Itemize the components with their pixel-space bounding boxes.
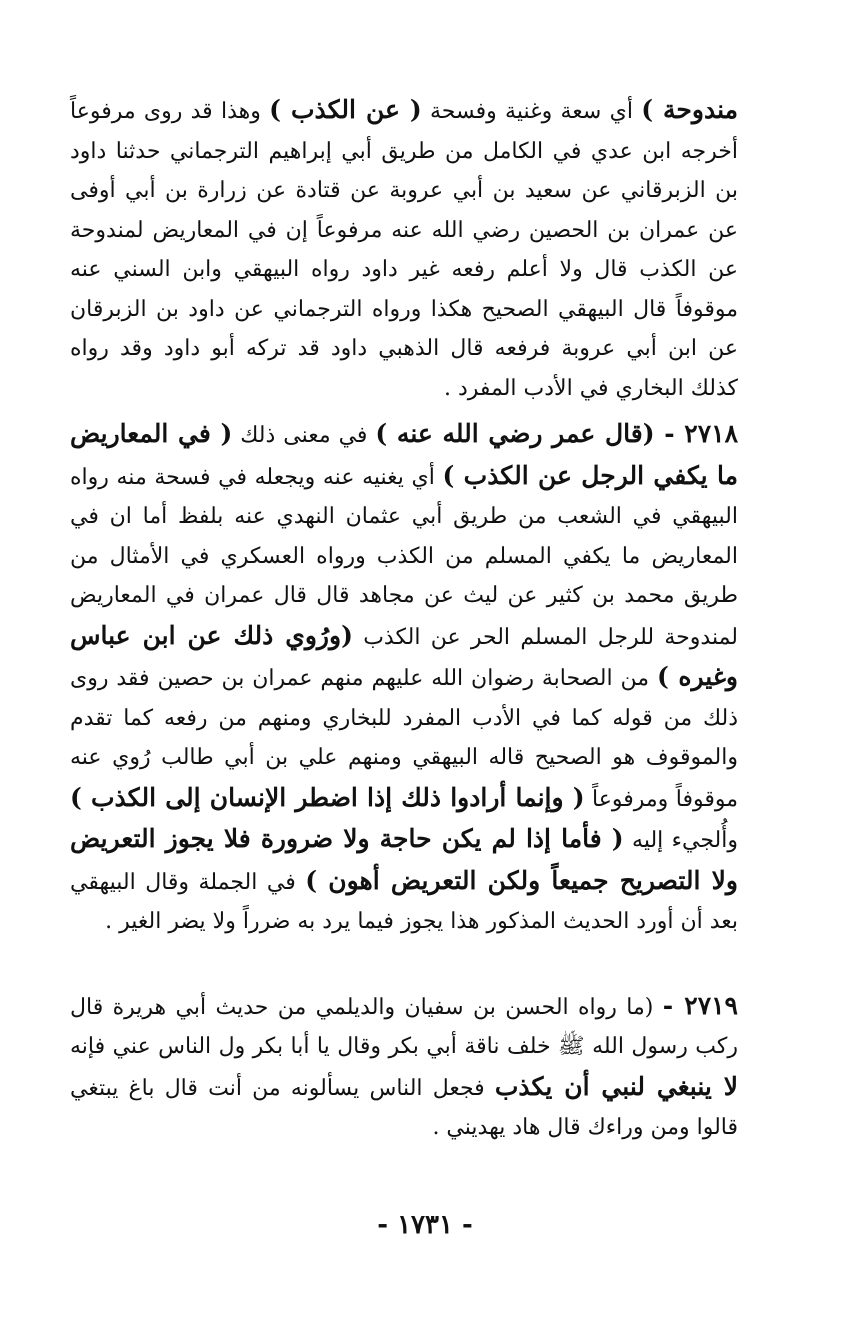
text-regular: وهذا قد روى مرفوعاً أخرجه ابن عدي في الكامل من طريق أبي إبراهيم الترجماني حدثنا داود بن الزبرقاني عن سعيد بن أبي عروبة عن قتادة عن زرارة بن أبي أوفى عن عمران بن الحصين رضي الله عنه مرفوعاً إن في المعاريض لمندوحة عن الكذب قال ولا أعلم رفعه غير داود رواه البيهقي وابن السني عنه موقوفاً قال البيهقي الصحيح هكذا ورواه الترجماني عن داود بن الزبرقان عن ابن أبي عروبة فرفعه قال الذهبي داود قد تركه أبو داود وقد رواه كذلك البخاري في الأدب المفرد . xyxy=(70,99,738,401)
paragraph-1 xyxy=(70,90,738,408)
text-bold: (ورُوي ذلك عن ابن عباس وغيره ) xyxy=(70,620,738,691)
paragraph-2719 xyxy=(70,986,738,1148)
text-bold: لا ينبغي لنبي أن يكذب xyxy=(494,1071,738,1101)
text-bold: مندوحة ) xyxy=(641,95,738,124)
page-body xyxy=(70,90,738,1148)
text-regular: في معنى ذلك xyxy=(232,423,376,448)
hadith-number-heading: ٢٧١٨ - (قال عمر رضي الله عنه ) xyxy=(375,419,738,448)
text-regular: (ما رواه الحسن بن سفيان والديلمي من حديث أبي هريرة قال ركب رسول الله ﷺ خلف ناقة أبي بكر وقال يا أبا بكر ول الناس عني فإنه xyxy=(70,994,738,1059)
text-bold: ( في المعاريض ما يكفي الرجل عن الكذب ) xyxy=(70,419,738,490)
text-regular: أي يغنيه عنه ويجعله في فسحة منه رواه البيهقي في الشعب من طريق أبي عثمان النهدي عنه بلفظ أما ان في المعاريض ما يكفي المسلم من الكذب ورواه العسكري في الأمثال من طريق محمد بن كثير عن ليث عن مجاهد قال قال عمران في المعاريض لمندوحة للرجل المسلم الحر عن الكذب xyxy=(70,464,739,650)
text-regular: فجعل الناس يسألونه من أنت قال باغ يبتغي قالوا ومن وراءك قال هاد يهديني . xyxy=(70,1075,738,1140)
text-bold: ( عن الكذب ) xyxy=(269,95,422,124)
text-regular: وأُلجيء إليه xyxy=(623,828,738,853)
paragraph-2718 xyxy=(70,414,738,942)
page-number: - ١٧٣١ - xyxy=(377,1210,473,1240)
text-bold: ( فأما إذا لم يكن حاجة ولا ضرورة فلا يجوز التعريض ولا التصريح جميعاً ولكن التعريض أهون ) xyxy=(70,824,738,895)
text-regular: من الصحابة رضوان الله عليهم منهم عمران بن حصين فقد روى ذلك من قوله كما في الأدب المفرد للبخاري ومنهم من رفعه كما تقدم والموقوف هو الصحيح قاله البيهقي ومنهم علي بن أبي طالب رُوي عنه موقوفاً ومرفوعاً xyxy=(70,666,738,812)
text-bold: ( وإنما أرادوا ذلك إذا اضطر الإنسان إلى الكذب ) xyxy=(70,782,585,812)
text-regular: أي سعة وغنية وفسحة xyxy=(421,99,642,124)
hadith-number-heading: ٢٧١٩ - xyxy=(662,990,738,1020)
text-regular: في الجملة وقال البيهقي بعد أن أورد الحديث المذكور هذا يجوز فيما يرد به ضرراً ولا يضر الغير . xyxy=(70,869,738,934)
